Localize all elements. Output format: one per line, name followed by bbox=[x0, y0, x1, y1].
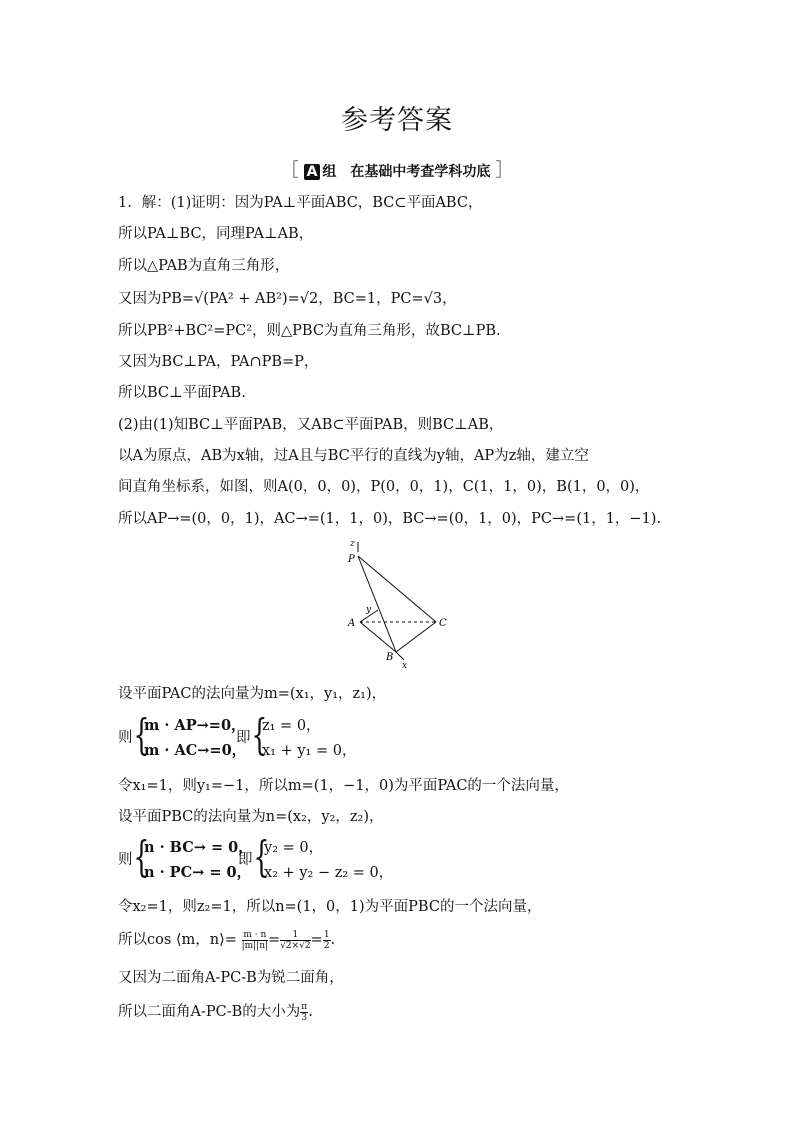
fraction-root bbox=[280, 930, 310, 951]
text-line: 令x₂=1，则z₂=1，所以n=(1，0，1)为平面PBC的一个法向量， bbox=[118, 899, 542, 915]
frac-den: √2×√2 bbox=[280, 940, 311, 951]
text-line: 所以AP→=(0，0，1)，AC→=(1，1，0)，BC→=(0，1，0)，PC→=(1，1，−1). bbox=[118, 511, 662, 527]
system-prefix: 则 bbox=[118, 852, 133, 868]
text-line: 又因为PB=√(PA² + AB²)=√2，BC=1，PC=√3， bbox=[118, 291, 457, 307]
text-line: 1．解：(1)证明：因为PA⊥平面ABC，BC⊂平面ABC， bbox=[118, 195, 483, 211]
coordinate-figure bbox=[340, 534, 470, 670]
frac-den: |m||n| bbox=[241, 940, 269, 951]
brace-right: { bbox=[253, 832, 270, 881]
system-left-top: m · AP→=0， bbox=[144, 717, 246, 734]
equals: = bbox=[310, 932, 323, 948]
frac-num: m · n bbox=[243, 929, 267, 940]
angle-line bbox=[118, 1000, 313, 1023]
x-axis bbox=[396, 652, 404, 660]
edge-CB bbox=[396, 622, 436, 652]
system-right-top: y₂ = 0， bbox=[264, 840, 324, 856]
label-P: P bbox=[348, 554, 355, 565]
bracket-left: ［ bbox=[280, 160, 299, 181]
fraction-mn bbox=[242, 930, 268, 951]
label-z: z bbox=[350, 539, 355, 549]
angle-prefix: 所以二面角A-PC-B的大小为 bbox=[118, 1004, 301, 1020]
text-line: 以A为原点，AB为x轴，过A且与BC平行的直线为y轴，AP为z轴，建立空 bbox=[118, 448, 589, 464]
text-line: 所以BC⊥平面PAB. bbox=[118, 385, 246, 401]
text-line: 又因为BC⊥PA，PA∩PB=P， bbox=[118, 354, 319, 370]
brace-left: { bbox=[133, 832, 150, 881]
frac-num: 1 bbox=[280, 930, 310, 941]
equation-system-2 bbox=[118, 834, 438, 884]
text-line: 所以△PAB为直角三角形， bbox=[118, 258, 290, 274]
system-left-bottom: n · PC→ = 0， bbox=[144, 864, 252, 881]
system-right-top: z₁ = 0， bbox=[262, 718, 321, 734]
brace-left: { bbox=[133, 710, 150, 759]
bracket-right: ］ bbox=[495, 160, 514, 181]
text-line: 设平面PAC的法向量为m=(x₁，y₁，z₁)， bbox=[118, 686, 387, 702]
frac-den: 3 bbox=[301, 1012, 308, 1023]
label-y: y bbox=[366, 605, 372, 615]
label-x: x bbox=[402, 661, 408, 670]
frac-den: 2 bbox=[323, 940, 330, 951]
text-line: 设平面PBC的法向量为n=(x₂，y₂，z₂)， bbox=[118, 809, 384, 825]
label-B: B bbox=[386, 652, 394, 663]
period: . bbox=[330, 932, 336, 948]
cos-line bbox=[118, 928, 335, 951]
text-line: 所以PB²+BC²=PC²，则△PBC为直角三角形，故BC⊥PB. bbox=[118, 323, 501, 339]
frac-num: π bbox=[301, 1001, 308, 1012]
page-title: 参考答案 bbox=[341, 105, 453, 136]
cos-prefix: 所以cos ⟨m，n⟩= bbox=[118, 932, 237, 948]
label-A: A bbox=[348, 618, 356, 629]
system-left-top: n · BC→ = 0， bbox=[144, 839, 253, 856]
system-left-bottom: m · AC→=0， bbox=[144, 742, 247, 759]
brace-right: { bbox=[251, 710, 268, 759]
system-right-bottom: x₁ + y₁ = 0， bbox=[262, 743, 357, 759]
section-header bbox=[0, 156, 794, 182]
label-C: C bbox=[439, 618, 447, 629]
equals: = bbox=[268, 932, 281, 948]
text-line: 又因为二面角A-PC-B为锐二面角， bbox=[118, 970, 344, 986]
text-line: 令x₁=1，则y₁=−1，所以m=(1，−1，0)为平面PAC的一个法向量， bbox=[118, 778, 569, 794]
system-right-bottom: x₂ + y₂ − z₂ = 0， bbox=[264, 865, 394, 881]
text-line: (2)由(1)知BC⊥平面PAB，又AB⊂平面PAB，则BC⊥AB， bbox=[118, 417, 504, 433]
edge-PB bbox=[358, 556, 396, 652]
group-label: 组 在基础中考查学科功底 bbox=[322, 164, 491, 180]
system-mid: 即 bbox=[236, 730, 251, 746]
text-line: 间直角坐标系，如图，则A(0，0，0)，P(0，0，1)，C(1，1，0)，B(1，0，0)， bbox=[118, 479, 650, 495]
period: . bbox=[308, 1004, 313, 1020]
text-line: 所以PA⊥BC，同理PA⊥AB， bbox=[118, 226, 314, 242]
system-prefix: 则 bbox=[118, 730, 133, 746]
fraction-half bbox=[323, 930, 331, 951]
group-letter-badge: A bbox=[304, 164, 321, 180]
frac-num: 1 bbox=[323, 929, 330, 940]
fraction-pi-3 bbox=[300, 1002, 308, 1023]
system-mid: 即 bbox=[238, 852, 253, 868]
equation-system-1 bbox=[118, 712, 418, 762]
